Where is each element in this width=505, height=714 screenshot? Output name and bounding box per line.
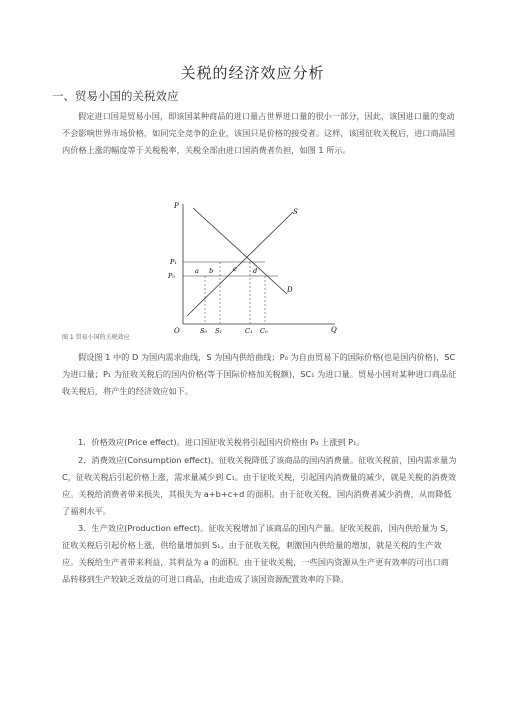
- qty-label-c0: C₀: [260, 327, 268, 335]
- price-label-p0: P₀: [168, 272, 175, 280]
- x-axis-label: Q: [331, 326, 337, 334]
- area-label-d: d: [253, 267, 258, 275]
- paragraph-production-effect: 3．生产效应(Production effect)。征收关税增加了该商品的国内产量。征收关税前，国内供给量为 S，征收关税后引起价格上涨，供给量增加到 S₁。由于征收关税，刺激国内供给量的增加，就是关税的生产效应。关税给生产者带来利益，其利益为 a 的面积。由于征收关税，一些国内资源从生产更有效率的可出口商品转移到生产较缺乏效益的可进口商品，由此造成了该国资源配置效率的下降。: [62, 523, 454, 584]
- paragraph-intro: 假定进口国是贸易小国，即该国某种商品的进口量占世界进口量的很小一部分，因此，该国进口量的变动不会影响世界市场价格，如同完全竞争的企业，该国只是价格的接受者。这样，该国征收关税后，进口商品国内价格上涨的幅度等于关税税率，关税全部由进口国消费者负担，如图 1 所示。: [62, 111, 456, 155]
- section-heading: 一、贸易小国的关税效应: [52, 89, 179, 103]
- qty-label-c1: C₁: [245, 327, 253, 335]
- document-title: 关税的经济效应分析: [180, 64, 325, 82]
- paragraph-assumptions: 假设图 1 中的 D 为国内需求曲线，S 为国内供给曲线；P₀ 为自由贸易下的国际价格(也是国内价格)，SC 为进口量；P₁ 为征收关税后的国内价格(等于国际价格加关税额)，SC₁ 为进口量。贸易小国对某种进口商品征收关税后，将产生的经济效应如下。: [62, 352, 457, 396]
- tariff-diagram-svg: [165, 198, 340, 338]
- paragraph-price-effect: 1．价格效应(Price effect)。进口国征收关税将引起国内价格由 P₀ 上涨到 P₁。: [78, 437, 365, 447]
- area-label-c: c: [233, 265, 237, 273]
- demand-curve: [193, 208, 287, 294]
- qty-label-s1: S₁: [215, 327, 223, 335]
- price-label-p1: P₁: [170, 258, 177, 266]
- area-label-b: b: [209, 267, 214, 275]
- supply-label: S: [293, 208, 298, 216]
- supply-curve: [187, 212, 293, 316]
- qty-label-s0: S₀: [200, 327, 208, 335]
- figure-tariff-diagram: [165, 198, 340, 338]
- y-axis-label: P: [174, 202, 179, 210]
- demand-label: D: [287, 286, 293, 294]
- origin-label: O: [174, 327, 180, 335]
- figure-caption: 图 1 贸易小国的关税效应: [62, 334, 130, 341]
- area-label-a: a: [195, 267, 199, 275]
- paragraph-consumption-effect: 2．消费效应(Consumption effect)。征收关税降低了该商品的国内消费量。征收关税前，国内需求量为 C，征收关税后引起价格上涨，需求量减少到 C₁。由于征收关税，引起国内消费量的减少，就是关税的消费效应。关税给消费者带来损失，其损失为 a+b+c+d 的面积。由于征收关税，国内消费者减少消费，从而降低了福利水平。: [62, 455, 457, 516]
